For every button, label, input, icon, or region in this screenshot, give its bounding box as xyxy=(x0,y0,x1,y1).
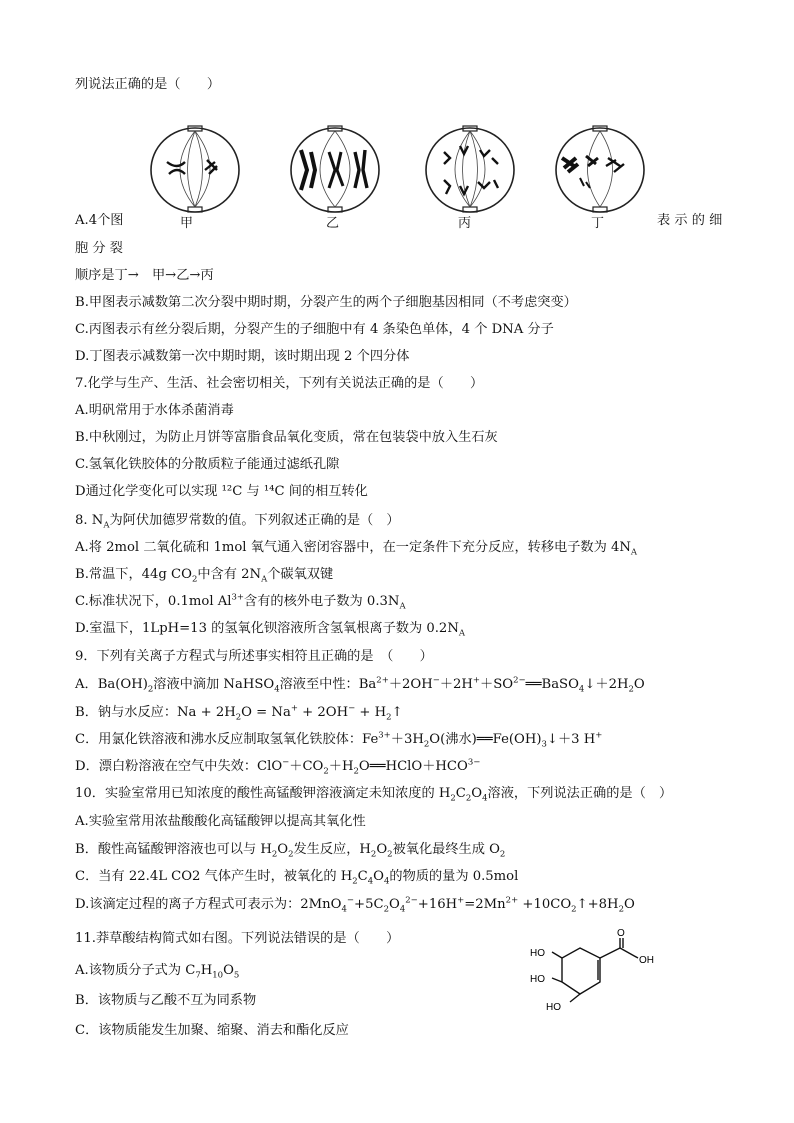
q8-d: D.室温下，1LpH=13 的氢氧化钡溶液所含氢氧根离子数为 $0.2N_A$ xyxy=(75,621,465,639)
q9-stem: 9．下列有关离子方程式与所述事实相符且正确的是 （ ） xyxy=(75,649,433,664)
mol-label-ho-3: HO xyxy=(546,1002,561,1013)
q9-a: A．$Ba(OH)_2$溶液中滴加 NaHSO$_4$溶液至中性：$Ba^{2+}+2OH^-+2H^++SO^{2-}══BaSO_4↓+2H_2O$ xyxy=(75,675,645,695)
q7-d: D通过化学变化可以实现 ¹²C 与 ¹⁴C 间的相互转化 xyxy=(75,484,368,499)
q9-b: B．钠与水反应：$Na + 2H_2O = Na^+ + 2OH^-$ + $H_2↑$ xyxy=(75,703,403,723)
option-a-cont: 胞 分 裂 xyxy=(75,241,123,256)
q7-stem: 7.化学与生产、生活、社会密切相关，下列有关说法正确的是（ ） xyxy=(75,376,484,391)
option-a-right: 表 示 的 细 xyxy=(657,213,723,228)
shikimic-acid-structure xyxy=(520,928,670,1018)
question-stem-continued: 列说法正确的是（ ） xyxy=(75,77,221,92)
q9-d: D．漂白粉溶液在空气中失效：$ClO^-+CO_2+H_2O══HClO+HCO^{3-}$ xyxy=(75,757,481,777)
q8-a: A.将 2mol 二氧化硫和 1mol 氧气通入密闭容器中，在一定条件下充分反应，转移电子数为 $4N_A$ xyxy=(75,540,638,558)
q10-a: A.实验室常用浓盐酸酸化高锰酸钾以提高其氧化性 xyxy=(75,814,366,829)
q11-a: A.该物质分子式为 $C_7H_{10}O_5$ xyxy=(75,963,240,981)
q10-c: C．当有 22.4L CO2 气体产生时，被氧化的 $H_2C_4O_4$的物质的量为 0.5mol xyxy=(75,869,519,887)
cell-figure-bing xyxy=(420,122,520,218)
q10-b: B．酸性高锰酸钾溶液也可以与 $H_2O_2$发生反应，$H_2O_2$被氧化最终生成 $O_2$ xyxy=(75,842,506,860)
q11-b: B．该物质与乙酸不互为同系物 xyxy=(75,993,257,1008)
q7-a: A.明矾常用于水体杀菌消毒 xyxy=(75,403,234,418)
caption-jia: 甲 xyxy=(180,216,194,231)
q9-c: C．用氯化铁溶液和沸水反应制取氢氧化铁胶体：$Fe^{3+}+3H_2O$(沸水)$══Fe(OH)_3↓+3$ H+ xyxy=(75,730,603,750)
option-a-order: 顺序是丁→ 甲→乙→丙 xyxy=(75,268,214,283)
q8-b: B.常温下，44g $CO_2$中含有 $2N_A$个碳氧双键 xyxy=(75,567,334,585)
q10-d: D.该滴定过程的离子方程式可表示为：$2MnO_4^-+5C_2O_4^{2-}+16H^+=2Mn^{2+}$ $+10CO_2↑+8H_2O$ xyxy=(75,895,635,915)
q8-stem: 8. $N_A$为阿伏加德罗常数的值。下列叙述正确的是（ ） xyxy=(75,513,400,531)
option-c: C.丙图表示有丝分裂后期，分裂产生的子细胞中有 4 条染色单体，4 个 DNA 分子 xyxy=(75,322,554,337)
mol-label-oh: OH xyxy=(639,955,654,966)
option-a-start: A.4个图 xyxy=(75,213,124,228)
q7-b: B.中秋刚过，为防止月饼等富脂食品氧化变质，常在包装袋中放入生石灰 xyxy=(75,430,498,445)
option-b: B.甲图表示减数第二次分裂中期时期，分裂产生的两个子细胞基因相同（不考虑突变） xyxy=(75,295,577,310)
cell-figure-jia xyxy=(145,122,245,218)
caption-yi: 乙 xyxy=(326,216,340,231)
caption-bing: 丙 xyxy=(458,216,472,231)
cell-figure-yi xyxy=(285,122,385,218)
q8-c: C.标准状况下，0.1mol $Al^{3+}$含有的核外电子数为 $0.3N_A$ xyxy=(75,592,406,612)
q11-c: C．该物质能发生加聚、缩聚、消去和酯化反应 xyxy=(75,1023,349,1038)
q11-stem: 11.莽草酸结构简式如右图。下列说法错误的是（ ） xyxy=(75,931,400,946)
mol-label-ho-1: HO xyxy=(530,948,545,959)
mol-label-o: O xyxy=(617,928,625,939)
q7-c: C.氢氧化铁胶体的分散质粒子能通过滤纸孔隙 xyxy=(75,457,340,472)
caption-ding: 丁 xyxy=(591,216,605,231)
option-d: D.丁图表示减数第一次中期时期，该时期出现 2 个四分体 xyxy=(75,349,410,364)
mol-label-ho-2: HO xyxy=(530,974,545,985)
q10-stem: 10．实验室常用已知浓度的酸性高锰酸钾溶液滴定未知浓度的 $H_2C_2O_4$溶液，下列说法正确的是（ ） xyxy=(75,786,673,804)
cell-figure-ding xyxy=(550,122,650,218)
